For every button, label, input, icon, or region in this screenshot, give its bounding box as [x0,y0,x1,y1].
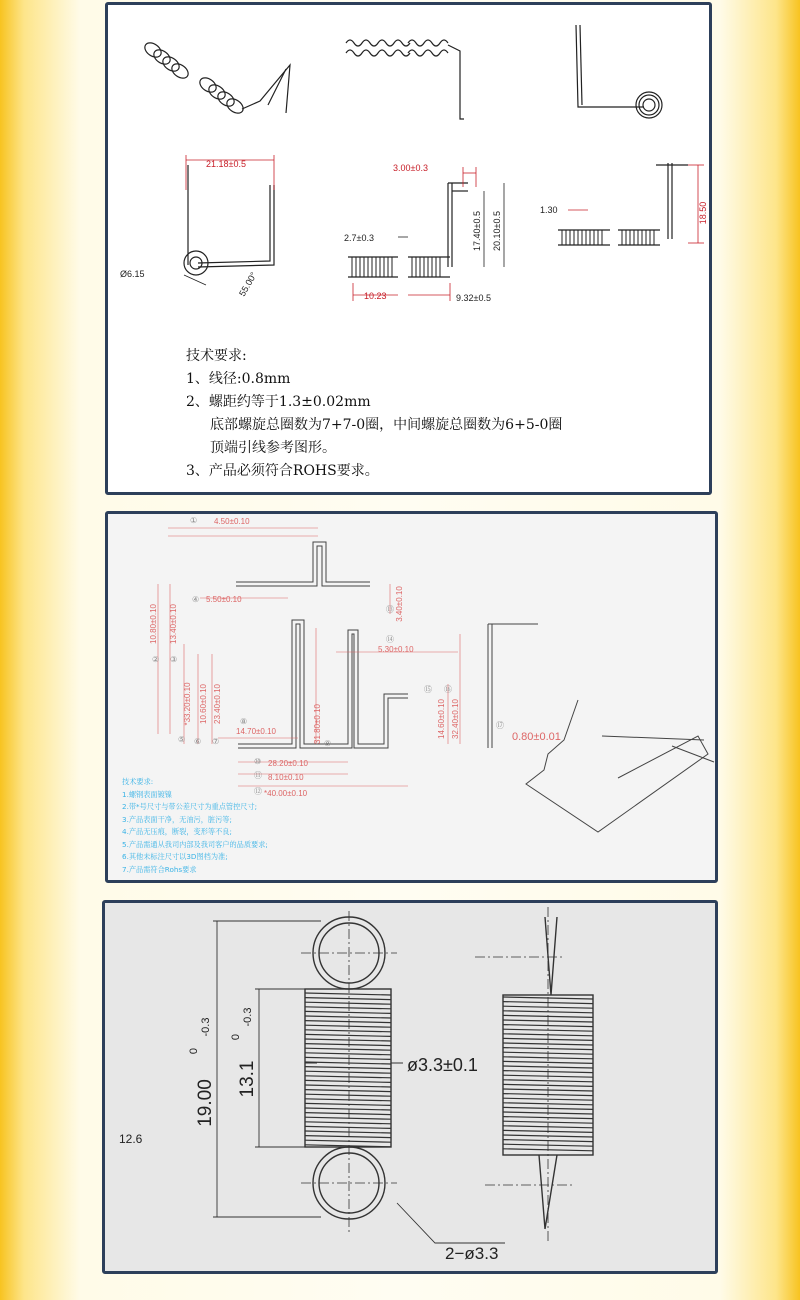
dim-32-40: 32.40±0.10 [451,699,460,739]
dim-h1: 17.40±0.5 [472,211,482,251]
dim-pitch: 2.7±0.3 [344,233,374,243]
dim-len1: 10.23 [364,291,387,301]
dim-overall-tol-upper: 0 [188,1047,200,1055]
dim-h3: 18.50 [698,201,708,225]
req2-item-2: 2.带*号尺寸与带公差尺寸为重点管控尺寸; [122,802,258,811]
req2-item-4: 4.产品无压痕，断裂，变形等不良; [122,827,232,836]
req2-item-3: 3.产品表面干净，无油污，脏污等; [122,814,232,824]
callout-4: ④ [192,595,200,604]
dim-10-80: 10.80±0.10 [149,604,158,644]
body-length-line [255,989,305,1147]
spring-drawing-panel-2 [105,511,718,883]
dim-0-80: 0.80±0.01 [512,731,561,743]
req-item-1: 1、线径:0.8mm [186,371,291,387]
dim-4-50: 4.50±0.10 [214,517,250,526]
wire-middle [238,620,408,744]
callout-7: ⑦ [212,737,220,746]
technical-requirements-2 [122,776,268,876]
callout-11: ⑪ [254,771,262,780]
spring-3d-middle [346,40,464,119]
dim-h2: 20.10±0.5 [492,211,502,251]
dim-width-a: 21.18±0.5 [206,159,246,169]
req-title: 技术要求: [186,348,247,364]
callout-2: ② [152,655,160,664]
callout-14: ⑭ [386,635,394,644]
req2-item-1: 1.螺钢表面镀镍 [122,789,172,799]
spring-drawing-panel-3 [102,900,718,1274]
callout-3: ③ [170,655,178,664]
spring-drawing-panel-1 [105,2,712,495]
dim-overall: 19.00 [195,1079,216,1127]
callout-16: ⑯ [444,685,452,694]
dim-10-60: 10.60±0.10 [199,684,208,724]
dim-body-tol-upper: 0 [230,1033,242,1041]
spring-3d-right [576,25,662,118]
req-item-2-line-3: 顶端引线参考图形。 [210,440,336,456]
callout-5: ⑤ [178,735,186,744]
dim-overall-tol-lower: -0.3 [200,1017,212,1037]
dim-3-40: 3.40±0.10 [395,586,404,622]
drawing-3 [105,903,715,1271]
dim-14-70: 14.70±0.10 [236,727,276,736]
dim-5-50: 5.50±0.10 [206,595,242,604]
dim-gap2: 1.30 [540,205,558,215]
dim-body-tol-lower: -0.3 [242,1007,254,1027]
dim-5-30: 5.30±0.10 [378,645,414,654]
callout-12: ⑫ [254,787,262,796]
req2-item-5: 5.产品需通从我司内部及我司客户的品质要求; [122,839,268,849]
dim-14-60: 14.60±0.10 [437,699,446,739]
dim-31-80: 31.80±0.10 [313,704,322,744]
dim-dia: Ø6.15 [120,269,145,279]
callout-1: ① [190,516,198,525]
req-item-2: 2、螺距约等于1.3±0.02mm [186,394,371,410]
callout-15: ⑮ [424,685,432,694]
callout-9: ⑨ [324,739,332,748]
side-note: 12.6 [119,1132,143,1146]
dim-len2: 9.32±0.5 [456,293,491,303]
dim-body: 13.1 [237,1060,258,1098]
spring-3d-left [142,40,290,116]
callout-8: ⑧ [240,717,248,726]
wire-top [236,542,370,582]
callout-6: ⑥ [194,737,202,746]
dim-40-00: *40.00±0.10 [264,789,308,798]
req2-item-7: 7.产品需符合Rohs要求 [122,864,197,874]
dim-23-40: 23.40±0.10 [213,684,222,724]
req2-title: 技术要求: [122,777,154,786]
wire-3d [526,700,708,832]
req-item-2-line-2: 底部螺旋总圈数为7+7-0圈，中间螺旋总圈数为6+5-0圈 [210,417,563,433]
dim-13-40: 13.40±0.10 [169,604,178,644]
req-item-3: 3、产品必须符合ROHS要求。 [186,463,379,479]
callout-17: ⑰ [496,721,504,730]
dim-33-20: *33.20±0.10 [183,682,192,726]
dim-gap: 3.00±0.3 [393,163,428,173]
spring-2d-left [184,165,274,275]
dim-coil-dia: ø3.3±0.1 [407,1055,478,1075]
dim-28-20: 28.20±0.10 [268,759,308,768]
dim-hole: 2−ø3.3 [445,1244,499,1263]
dim-8-10: 8.10±0.10 [268,773,304,782]
technical-requirements-1 [186,345,562,483]
callout-13: ⑬ [386,605,394,614]
spring-2d-middle [348,183,468,277]
callout-10: ⑩ [254,757,262,766]
dim-angle: 55.00° [237,270,259,298]
req2-item-6: 6.其他未标注尺寸以3D图档为准; [122,852,228,861]
